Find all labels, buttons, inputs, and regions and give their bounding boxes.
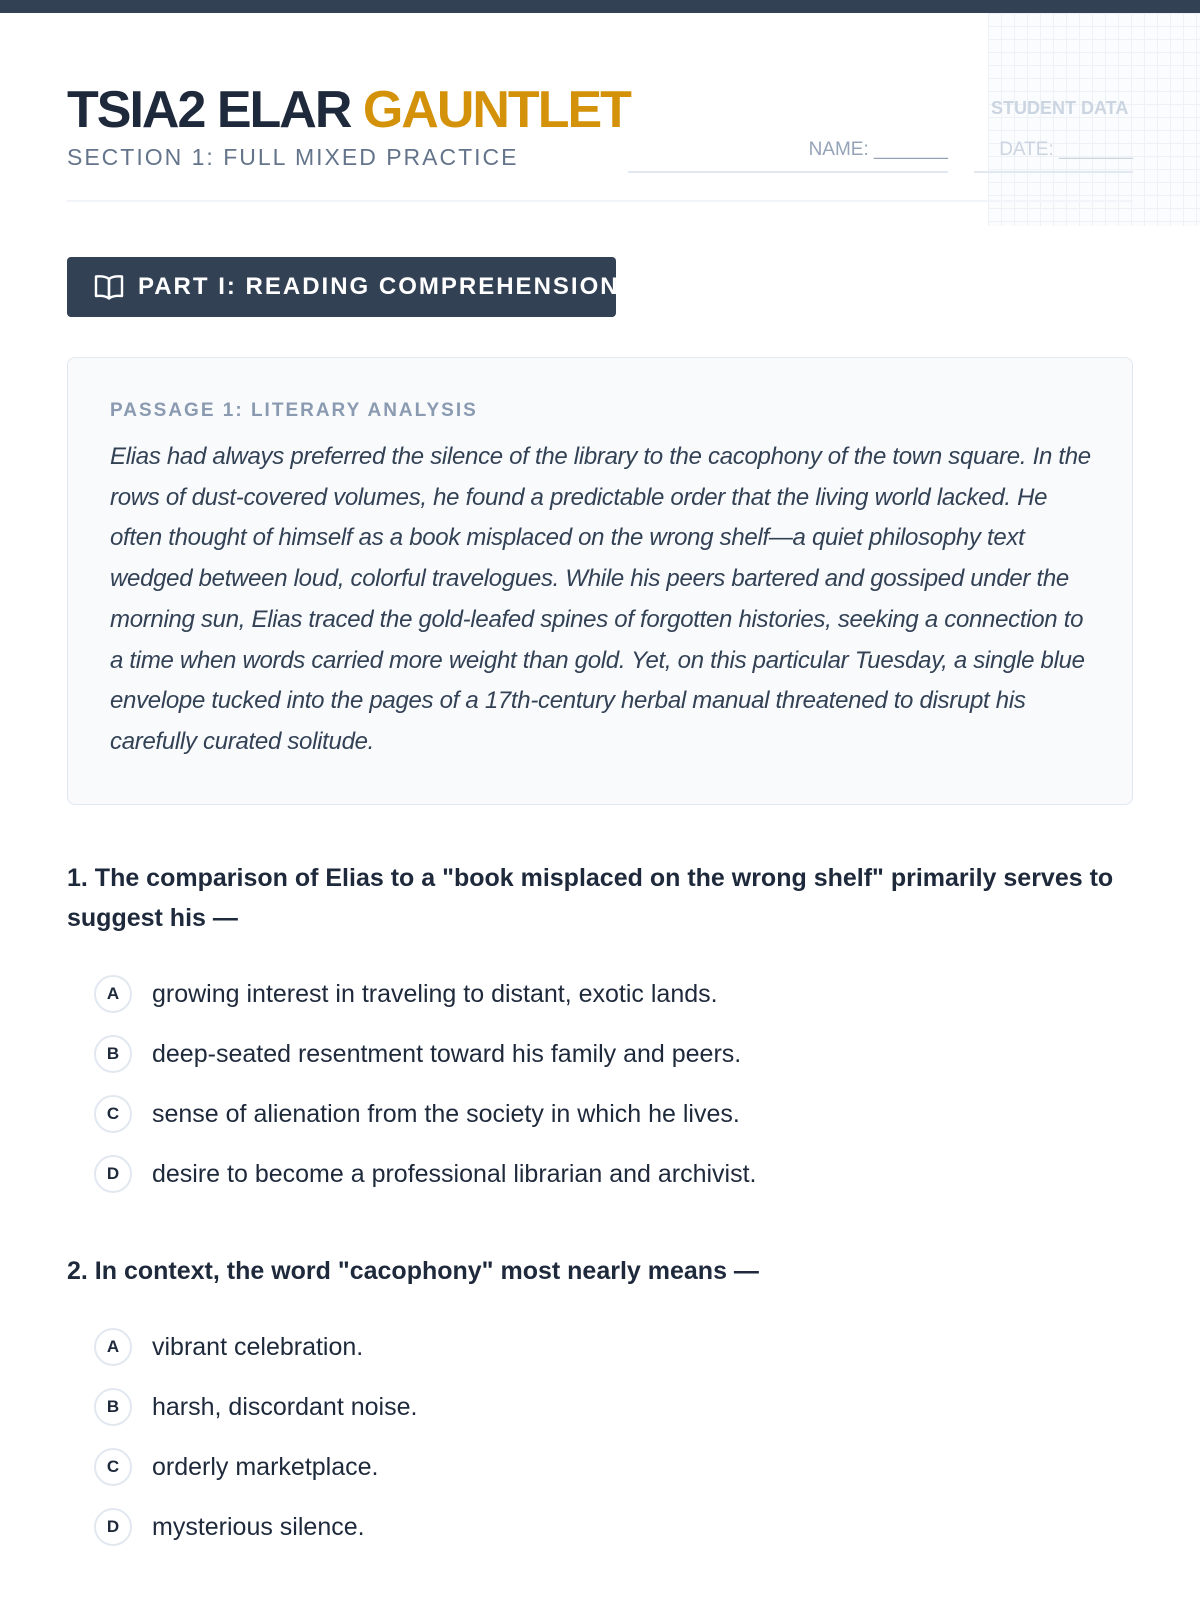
passage-box [67,357,1133,805]
part-banner [67,257,620,317]
answer-option[interactable] [94,1497,1094,1557]
option-letter-badge[interactable]: A [94,975,132,1013]
answer-option[interactable] [94,1144,1094,1204]
grid-decoration [988,13,1200,226]
answer-option[interactable] [94,1317,1094,1377]
title-main: TSIA2 ELAR [67,81,363,139]
option-text: orderly marketplace. [152,1452,379,1481]
top-accent-bar [0,0,1200,13]
passage-label: PASSAGE 1: LITERARY ANALYSIS [110,400,478,421]
option-text: vibrant celebration. [152,1332,364,1361]
option-letter-badge[interactable]: B [94,1388,132,1426]
option-text: deep-seated resentment toward his family and peers. [152,1039,742,1068]
option-text: harsh, discordant noise. [152,1392,418,1421]
date-field[interactable]: DATE: _______ [974,139,1133,173]
option-letter-badge[interactable]: C [94,1448,132,1486]
option-text: sense of alienation from the society in which he lives. [152,1099,740,1128]
title-accent: GAUNTLET [362,81,630,139]
answer-option[interactable] [94,1024,1094,1084]
option-letter-badge[interactable]: C [94,1095,132,1133]
question-2-options [94,1317,1094,1557]
passage-text: Elias had always preferred the silence of the library to the cacophony of the town square. In the rows of dust-covered volumes, he found a predictable order that the living world lacked. He often thought of himself as a book misplaced on the wrong shelf—a quiet philosophy text wedged between loud, colorful travelogues. While his peers bartered and gossiped under the morning sun, Elias traced the gold-leafed spines of forgotten histories, seeking a connection to a time when words carried more weight than gold. Yet, on this particular Tuesday, a single blue envelope tucked into the pages of a 17th-century herbal manual threatened to disrupt his carefully curated solitude. [110,443,1091,755]
page-subtitle: SECTION 1: FULL MIXED PRACTICE [67,144,519,170]
question-1-options [94,964,1094,1204]
option-letter-badge[interactable]: D [94,1155,132,1193]
option-text: desire to become a professional librarian and archivist. [152,1159,757,1188]
option-letter-badge[interactable]: B [94,1035,132,1073]
answer-option[interactable] [94,1377,1094,1437]
answer-option[interactable] [94,964,1094,1024]
header-divider [67,200,1133,202]
question-1-prompt: 1. The comparison of Elias to a "book misplaced on the wrong shelf" primarily serves to suggest his — [67,864,1114,932]
option-text: growing interest in traveling to distant, exotic lands. [152,979,718,1008]
answer-option[interactable] [94,1084,1094,1144]
part-label: PART I: READING COMPREHENSION [138,273,620,300]
answer-option[interactable] [94,1437,1094,1497]
student-data-label: STUDENT DATA [991,98,1129,118]
book-open-icon [94,274,124,300]
name-field[interactable]: NAME: _______ [628,139,948,173]
option-text: mysterious silence. [152,1512,365,1541]
option-letter-badge[interactable]: D [94,1508,132,1546]
page-title [67,80,630,140]
option-letter-badge[interactable]: A [94,1328,132,1366]
question-2-prompt: 2. In context, the word "cacophony" most nearly means — [67,1257,759,1285]
